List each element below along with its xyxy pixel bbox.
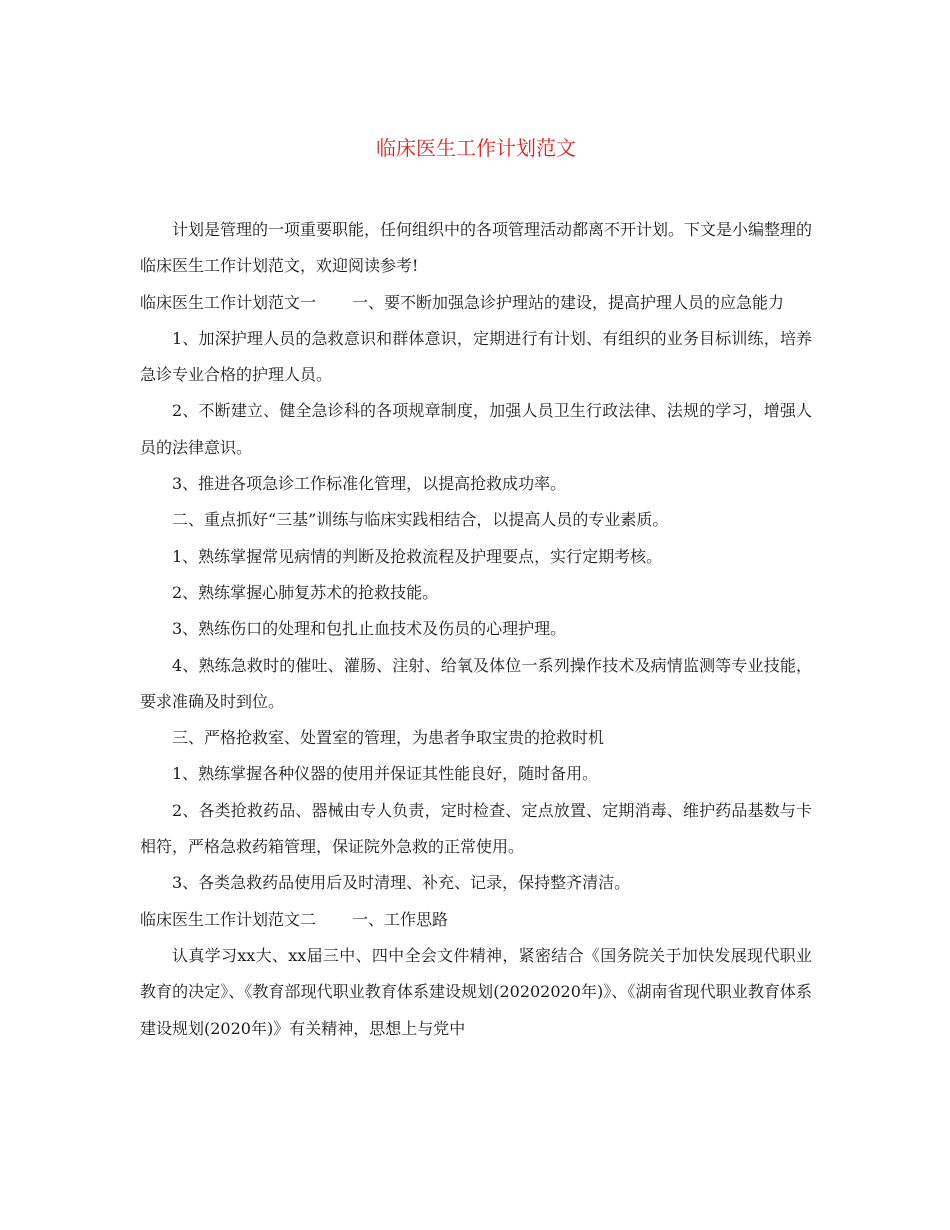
section-heading-plan-two — [140, 902, 812, 938]
paragraph-item — [140, 648, 812, 721]
section-heading-label: 临床医生工作计划范文一 — [140, 292, 317, 312]
paragraph-text: 二、重点抓好“三基”训练与临床实践相结合，以提高人员的专业素质。 — [172, 510, 669, 530]
paragraph-text: 3、熟练伤口的处理和包扎止血技术及伤员的心理护理。 — [172, 619, 567, 639]
document-page — [140, 126, 812, 1047]
section-heading-plan-one — [140, 285, 812, 321]
paragraph-text: 3、各类急救药品使用后及时清理、补充、记录，保持整齐清洁。 — [172, 873, 631, 893]
paragraph-text: 一、要不断加强急诊护理站的建设，提高护理人员的应急能力 — [352, 292, 785, 312]
paragraph-item — [140, 502, 812, 538]
paragraph-text: 一、工作思路 — [352, 909, 449, 929]
paragraph-item — [140, 720, 812, 756]
paragraph-item — [140, 321, 812, 394]
paragraph-item — [140, 539, 812, 575]
document-title: 临床医生工作计划范文 — [376, 136, 576, 160]
paragraph-item — [140, 466, 812, 502]
paragraph-item — [140, 938, 812, 1047]
paragraph-text: 计划是管理的一项重要职能，任何组织中的各项管理活动都离不开计划。下文是小编整理的临床医生工作计划范文，欢迎阅读参考! — [140, 220, 813, 276]
paragraph-intro — [140, 212, 812, 285]
paragraph-item — [140, 865, 812, 901]
paragraph-text: 2、熟练掌握心肺复苏术的抢救技能。 — [172, 582, 439, 602]
paragraph-text: 1、熟练掌握各种仪器的使用并保证其性能良好，随时备用。 — [172, 764, 599, 784]
paragraph-item — [140, 393, 812, 466]
paragraph-item — [140, 793, 812, 866]
paragraph-text: 4、熟练急救时的催吐、灌肠、注射、给氧及体位一系列操作技术及病情监测等专业技能，要求准确及时到位。 — [140, 655, 812, 711]
paragraph-text: 1、熟练掌握常见病情的判断及抢救流程及护理要点，实行定期考核。 — [172, 546, 663, 566]
paragraph-item — [140, 756, 812, 792]
paragraph-text: 2、不断建立、健全急诊科的各项规章制度，加强人员卫生行政法律、法规的学习，增强人员的法律意识。 — [140, 401, 812, 457]
paragraph-text: 1、加深护理人员的急救意识和群体意识，定期进行有计划、有组织的业务目标训练，培养急诊专业合格的护理人员。 — [140, 328, 812, 385]
paragraph-item — [140, 611, 812, 647]
paragraph-text: 三、严格抢救室、处置室的管理，为患者争取宝贵的抢救时机 — [172, 728, 605, 748]
paragraph-text: 认真学习xx大、xx届三中、四中全会文件精神，紧密结合《国务院关于加快发展现代职业教育的决定》、《教育部现代职业教育体系建设规划(20202020年)》、《湖南省现代职业教育体系建设规划(2020年)》有关精神，思想上与党中 — [140, 945, 812, 1038]
paragraph-text: 3、推进各项急诊工作标准化管理，以提高抢救成功率。 — [172, 474, 567, 494]
section-heading-label: 临床医生工作计划范文二 — [140, 909, 317, 929]
paragraph-text: 2、各类抢救药品、器械由专人负责，定时检查、定点放置、定期消毒、维护药品基数与卡相符，严格急救药箱管理，保证院外急救的正常使用。 — [140, 800, 812, 857]
paragraph-item — [140, 575, 812, 611]
